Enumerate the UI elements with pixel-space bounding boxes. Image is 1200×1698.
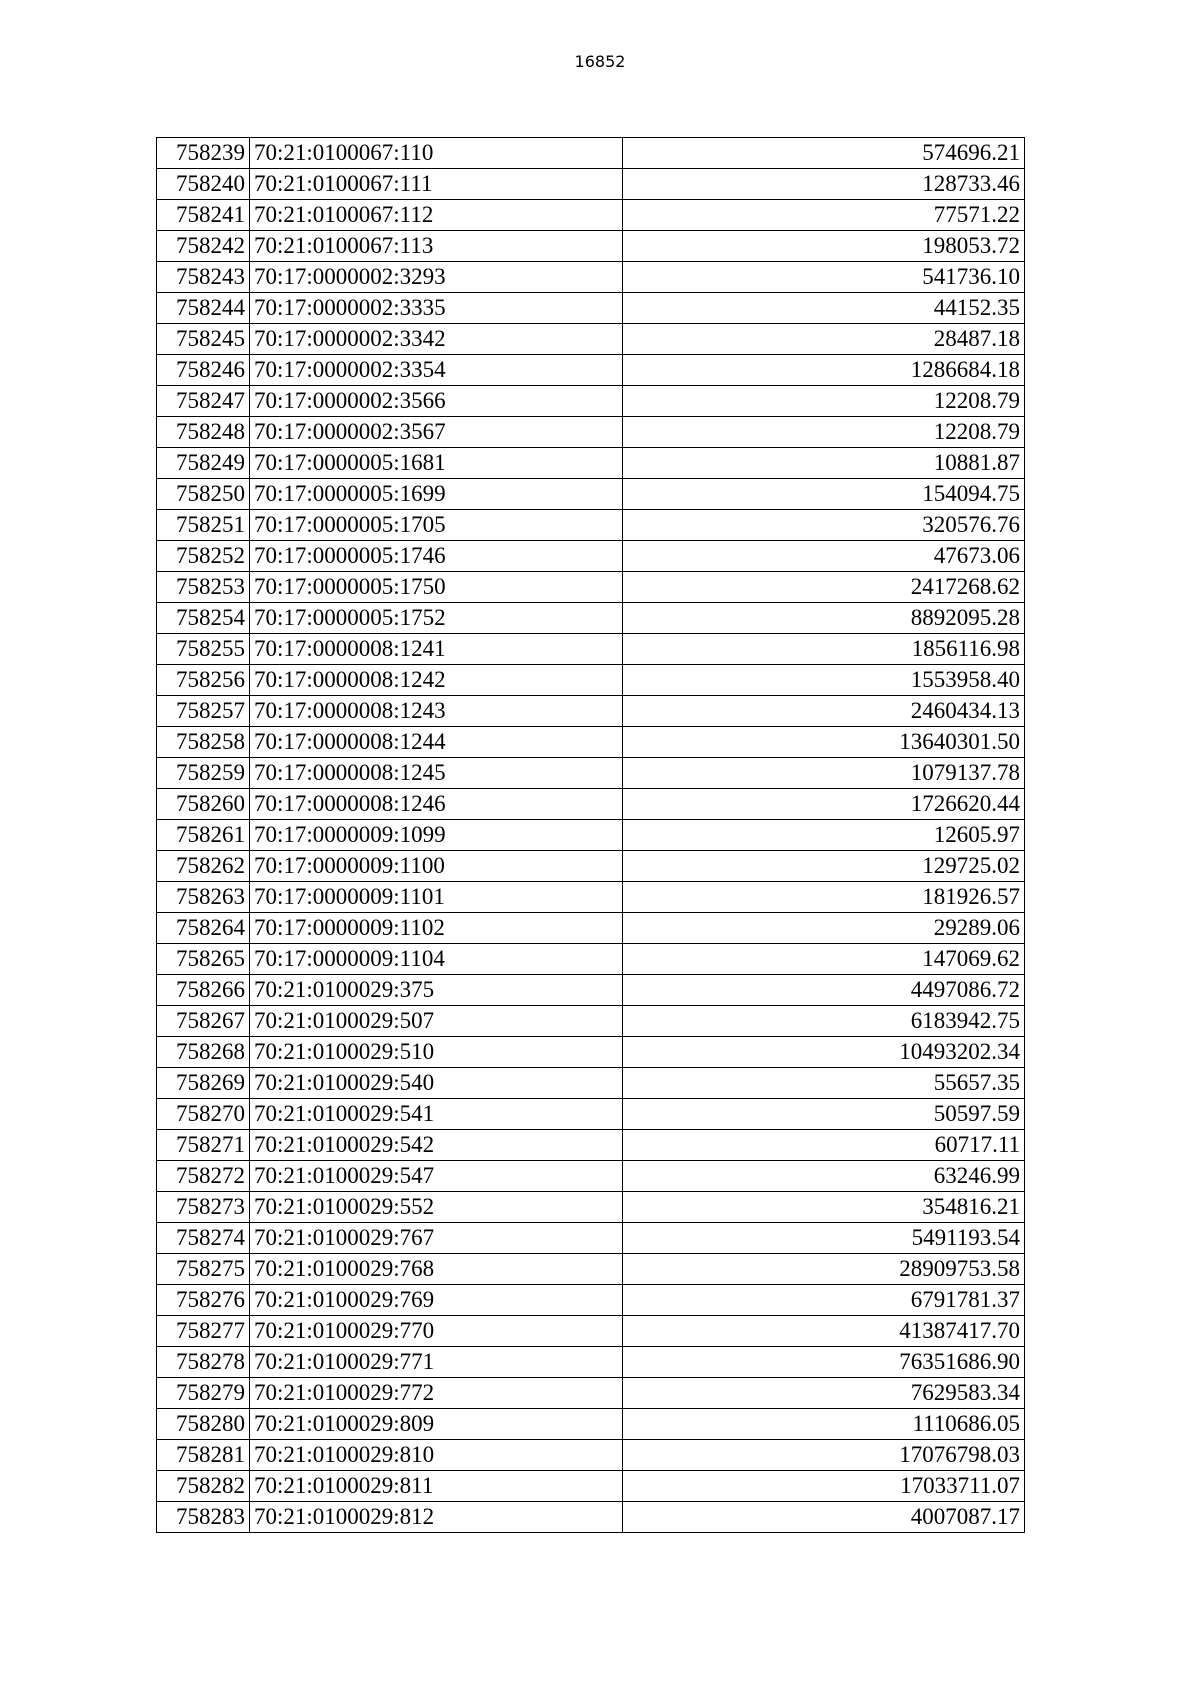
cadastral-number-cell: 70:17:0000009:1102 <box>250 913 623 944</box>
cadastral-number-cell: 70:21:0100029:771 <box>250 1347 623 1378</box>
cadastral-value-table <box>156 137 1025 1533</box>
row-number-cell: 758257 <box>157 696 250 727</box>
row-number-cell: 758267 <box>157 1006 250 1037</box>
table-row <box>157 1006 1025 1037</box>
row-number-cell: 758262 <box>157 851 250 882</box>
table-row <box>157 1502 1025 1533</box>
cadastral-number-cell: 70:17:0000008:1246 <box>250 789 623 820</box>
row-number-cell: 758248 <box>157 417 250 448</box>
row-number-cell: 758279 <box>157 1378 250 1409</box>
row-number-cell: 758281 <box>157 1440 250 1471</box>
cadastral-value-cell: 5491193.54 <box>623 1223 1025 1254</box>
cadastral-value-cell: 63246.99 <box>623 1161 1025 1192</box>
cadastral-number-cell: 70:17:0000009:1101 <box>250 882 623 913</box>
table-row <box>157 1099 1025 1130</box>
row-number-cell: 758241 <box>157 200 250 231</box>
cadastral-number-cell: 70:21:0100029:767 <box>250 1223 623 1254</box>
table-row <box>157 1285 1025 1316</box>
cadastral-value-cell: 574696.21 <box>623 138 1025 169</box>
cadastral-value-cell: 17076798.03 <box>623 1440 1025 1471</box>
row-number-cell: 758277 <box>157 1316 250 1347</box>
cadastral-number-cell: 70:17:0000005:1681 <box>250 448 623 479</box>
row-number-cell: 758266 <box>157 975 250 1006</box>
table-row <box>157 696 1025 727</box>
table-row <box>157 1440 1025 1471</box>
row-number-cell: 758264 <box>157 913 250 944</box>
table-row <box>157 138 1025 169</box>
table-row <box>157 510 1025 541</box>
table-row <box>157 758 1025 789</box>
row-number-cell: 758246 <box>157 355 250 386</box>
cadastral-value-cell: 8892095.28 <box>623 603 1025 634</box>
row-number-cell: 758243 <box>157 262 250 293</box>
cadastral-number-cell: 70:21:0100029:809 <box>250 1409 623 1440</box>
cadastral-number-cell: 70:21:0100029:547 <box>250 1161 623 1192</box>
row-number-cell: 758271 <box>157 1130 250 1161</box>
row-number-cell: 758245 <box>157 324 250 355</box>
row-number-cell: 758274 <box>157 1223 250 1254</box>
cadastral-number-cell: 70:21:0100029:768 <box>250 1254 623 1285</box>
row-number-cell: 758273 <box>157 1192 250 1223</box>
table-row <box>157 448 1025 479</box>
cadastral-value-cell: 128733.46 <box>623 169 1025 200</box>
table-row <box>157 820 1025 851</box>
cadastral-value-cell: 10493202.34 <box>623 1037 1025 1068</box>
table-row <box>157 355 1025 386</box>
row-number-cell: 758275 <box>157 1254 250 1285</box>
row-number-cell: 758283 <box>157 1502 250 1533</box>
table-row <box>157 293 1025 324</box>
table-row <box>157 634 1025 665</box>
cadastral-number-cell: 70:17:0000005:1752 <box>250 603 623 634</box>
table-row <box>157 1192 1025 1223</box>
cadastral-number-cell: 70:21:0100029:510 <box>250 1037 623 1068</box>
cadastral-value-cell: 1286684.18 <box>623 355 1025 386</box>
table-row <box>157 1378 1025 1409</box>
row-number-cell: 758270 <box>157 1099 250 1130</box>
cadastral-value-cell: 28909753.58 <box>623 1254 1025 1285</box>
row-number-cell: 758276 <box>157 1285 250 1316</box>
cadastral-number-cell: 70:21:0100029:772 <box>250 1378 623 1409</box>
row-number-cell: 758278 <box>157 1347 250 1378</box>
cadastral-value-cell: 354816.21 <box>623 1192 1025 1223</box>
cadastral-number-cell: 70:21:0100029:770 <box>250 1316 623 1347</box>
cadastral-number-cell: 70:21:0100067:113 <box>250 231 623 262</box>
table-row <box>157 1037 1025 1068</box>
row-number-cell: 758258 <box>157 727 250 758</box>
cadastral-number-cell: 70:17:0000005:1705 <box>250 510 623 541</box>
cadastral-value-cell: 77571.22 <box>623 200 1025 231</box>
cadastral-value-cell: 10881.87 <box>623 448 1025 479</box>
cadastral-number-cell: 70:17:0000008:1242 <box>250 665 623 696</box>
cadastral-number-cell: 70:17:0000005:1746 <box>250 541 623 572</box>
row-number-cell: 758272 <box>157 1161 250 1192</box>
cadastral-value-cell: 2417268.62 <box>623 572 1025 603</box>
row-number-cell: 758247 <box>157 386 250 417</box>
table-row <box>157 1409 1025 1440</box>
table-row <box>157 1471 1025 1502</box>
cadastral-value-cell: 1079137.78 <box>623 758 1025 789</box>
page-number: 16852 <box>574 52 626 71</box>
cadastral-value-cell: 60717.11 <box>623 1130 1025 1161</box>
cadastral-number-cell: 70:21:0100067:111 <box>250 169 623 200</box>
cadastral-value-cell: 17033711.07 <box>623 1471 1025 1502</box>
row-number-cell: 758254 <box>157 603 250 634</box>
cadastral-value-cell: 50597.59 <box>623 1099 1025 1130</box>
table-row <box>157 665 1025 696</box>
cadastral-number-cell: 70:21:0100029:552 <box>250 1192 623 1223</box>
row-number-cell: 758240 <box>157 169 250 200</box>
cadastral-value-cell: 55657.35 <box>623 1068 1025 1099</box>
cadastral-value-cell: 7629583.34 <box>623 1378 1025 1409</box>
cadastral-value-cell: 1553958.40 <box>623 665 1025 696</box>
table-row <box>157 913 1025 944</box>
cadastral-number-cell: 70:17:0000008:1241 <box>250 634 623 665</box>
table-row <box>157 944 1025 975</box>
cadastral-value-cell: 76351686.90 <box>623 1347 1025 1378</box>
cadastral-value-cell: 6791781.37 <box>623 1285 1025 1316</box>
cadastral-value-cell: 12208.79 <box>623 417 1025 448</box>
cadastral-value-cell: 154094.75 <box>623 479 1025 510</box>
table-row <box>157 603 1025 634</box>
cadastral-value-cell: 4497086.72 <box>623 975 1025 1006</box>
table-row <box>157 1254 1025 1285</box>
table-row <box>157 882 1025 913</box>
table-row <box>157 1068 1025 1099</box>
table-row <box>157 572 1025 603</box>
cadastral-number-cell: 70:17:0000009:1104 <box>250 944 623 975</box>
row-number-cell: 758280 <box>157 1409 250 1440</box>
cadastral-value-cell: 13640301.50 <box>623 727 1025 758</box>
cadastral-value-cell: 4007087.17 <box>623 1502 1025 1533</box>
cadastral-value-cell: 1726620.44 <box>623 789 1025 820</box>
table-row <box>157 975 1025 1006</box>
row-number-cell: 758282 <box>157 1471 250 1502</box>
cadastral-value-cell: 129725.02 <box>623 851 1025 882</box>
cadastral-number-cell: 70:21:0100029:769 <box>250 1285 623 1316</box>
cadastral-number-cell: 70:17:0000009:1099 <box>250 820 623 851</box>
cadastral-number-cell: 70:17:0000002:3354 <box>250 355 623 386</box>
cadastral-number-cell: 70:17:0000008:1243 <box>250 696 623 727</box>
table-row <box>157 1130 1025 1161</box>
cadastral-number-cell: 70:21:0100029:542 <box>250 1130 623 1161</box>
cadastral-value-cell: 1856116.98 <box>623 634 1025 665</box>
table-row <box>157 1161 1025 1192</box>
table-row <box>157 231 1025 262</box>
table-row <box>157 386 1025 417</box>
row-number-cell: 758259 <box>157 758 250 789</box>
cadastral-number-cell: 70:17:0000002:3293 <box>250 262 623 293</box>
cadastral-value-cell: 147069.62 <box>623 944 1025 975</box>
row-number-cell: 758256 <box>157 665 250 696</box>
table-row <box>157 324 1025 355</box>
row-number-cell: 758265 <box>157 944 250 975</box>
cadastral-value-cell: 320576.76 <box>623 510 1025 541</box>
row-number-cell: 758263 <box>157 882 250 913</box>
cadastral-number-cell: 70:17:0000002:3566 <box>250 386 623 417</box>
table-body <box>157 138 1025 1533</box>
cadastral-value-cell: 181926.57 <box>623 882 1025 913</box>
cadastral-number-cell: 70:17:0000002:3335 <box>250 293 623 324</box>
cadastral-value-cell: 198053.72 <box>623 231 1025 262</box>
row-number-cell: 758250 <box>157 479 250 510</box>
table-row <box>157 541 1025 572</box>
cadastral-value-cell: 44152.35 <box>623 293 1025 324</box>
table-row <box>157 851 1025 882</box>
cadastral-number-cell: 70:17:0000005:1750 <box>250 572 623 603</box>
cadastral-value-cell: 1110686.05 <box>623 1409 1025 1440</box>
cadastral-number-cell: 70:21:0100029:810 <box>250 1440 623 1471</box>
table-row <box>157 479 1025 510</box>
row-number-cell: 758269 <box>157 1068 250 1099</box>
cadastral-number-cell: 70:17:0000005:1699 <box>250 479 623 510</box>
cadastral-number-cell: 70:21:0100029:811 <box>250 1471 623 1502</box>
table-row <box>157 789 1025 820</box>
cadastral-number-cell: 70:21:0100067:110 <box>250 138 623 169</box>
cadastral-value-cell: 41387417.70 <box>623 1316 1025 1347</box>
cadastral-number-cell: 70:17:0000008:1245 <box>250 758 623 789</box>
table-row <box>157 262 1025 293</box>
row-number-cell: 758239 <box>157 138 250 169</box>
cadastral-number-cell: 70:21:0100029:507 <box>250 1006 623 1037</box>
cadastral-value-cell: 541736.10 <box>623 262 1025 293</box>
cadastral-number-cell: 70:17:0000008:1244 <box>250 727 623 758</box>
row-number-cell: 758268 <box>157 1037 250 1068</box>
cadastral-value-cell: 29289.06 <box>623 913 1025 944</box>
table-row <box>157 200 1025 231</box>
row-number-cell: 758252 <box>157 541 250 572</box>
table-row <box>157 1223 1025 1254</box>
row-number-cell: 758242 <box>157 231 250 262</box>
row-number-cell: 758244 <box>157 293 250 324</box>
row-number-cell: 758255 <box>157 634 250 665</box>
cadastral-number-cell: 70:17:0000002:3342 <box>250 324 623 355</box>
cadastral-number-cell: 70:21:0100029:540 <box>250 1068 623 1099</box>
row-number-cell: 758261 <box>157 820 250 851</box>
cadastral-value-cell: 2460434.13 <box>623 696 1025 727</box>
row-number-cell: 758253 <box>157 572 250 603</box>
cadastral-number-cell: 70:21:0100029:375 <box>250 975 623 1006</box>
table-row <box>157 1347 1025 1378</box>
cadastral-value-cell: 28487.18 <box>623 324 1025 355</box>
table-row <box>157 1316 1025 1347</box>
table-row <box>157 417 1025 448</box>
cadastral-number-cell: 70:17:0000002:3567 <box>250 417 623 448</box>
table-row <box>157 169 1025 200</box>
cadastral-number-cell: 70:21:0100067:112 <box>250 200 623 231</box>
cadastral-value-cell: 47673.06 <box>623 541 1025 572</box>
row-number-cell: 758251 <box>157 510 250 541</box>
cadastral-value-cell: 12605.97 <box>623 820 1025 851</box>
row-number-cell: 758260 <box>157 789 250 820</box>
row-number-cell: 758249 <box>157 448 250 479</box>
cadastral-number-cell: 70:17:0000009:1100 <box>250 851 623 882</box>
cadastral-value-cell: 6183942.75 <box>623 1006 1025 1037</box>
cadastral-number-cell: 70:21:0100029:812 <box>250 1502 623 1533</box>
cadastral-number-cell: 70:21:0100029:541 <box>250 1099 623 1130</box>
table-row <box>157 727 1025 758</box>
cadastral-value-cell: 12208.79 <box>623 386 1025 417</box>
